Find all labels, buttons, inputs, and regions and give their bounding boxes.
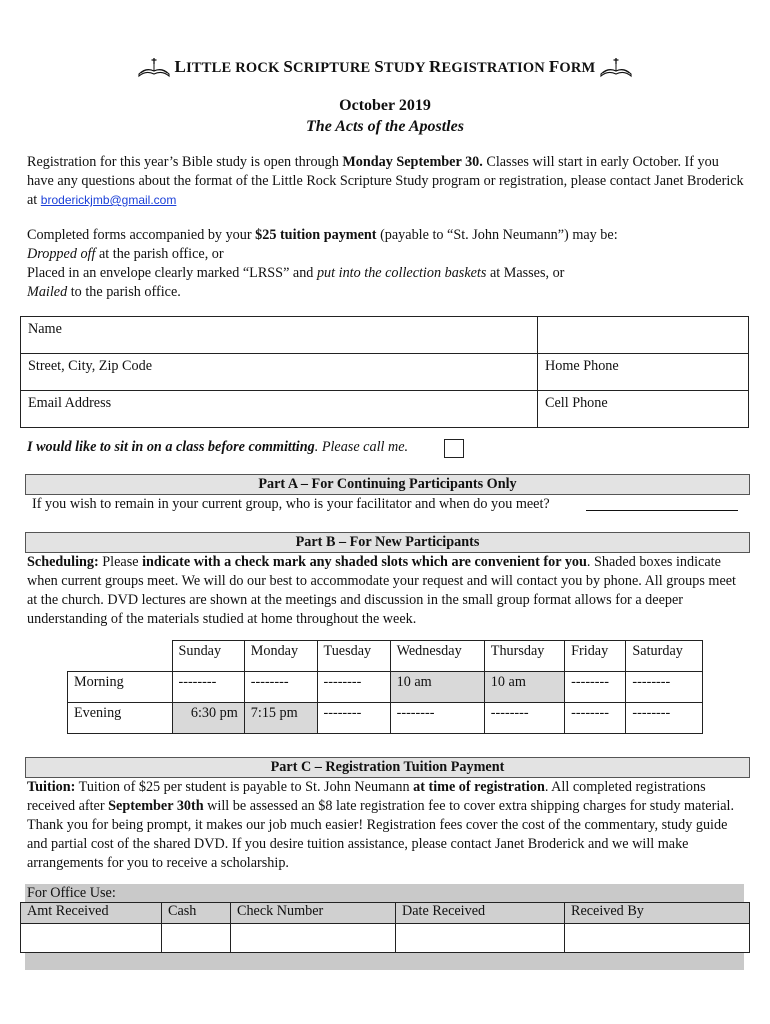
received-by-cell[interactable]	[565, 924, 750, 953]
day-header: Monday	[244, 641, 317, 672]
day-header: Sunday	[172, 641, 244, 672]
option-dropped: Dropped off at the parish office, or	[27, 246, 224, 262]
row-label: Morning	[68, 672, 173, 703]
slot-cell: --------	[317, 672, 390, 703]
slot-cell: --------	[565, 703, 626, 734]
title-text: LITTLE ROCK SCRIPTURE STUDY REGISTRATION FORM	[174, 57, 596, 76]
part-c-paragraph: Tuition: Tuition of $25 per student is payable to St. John Neumann at time of registration. All completed registrations received after September 30th will be assessed an $8 late registration fee to cover extra shipping charges for study material. Thank you for being prompt, it makes our job much easier! Registration fees cover the cost of the commentary, study guide and partial cost of the shared DVD. If you desire tuition assistance, please contact Janet Broderick and we will make arrangements for you to receive a scholarship.	[27, 779, 735, 871]
slot-cell-shaded[interactable]: 10 am	[390, 672, 484, 703]
date-received-cell[interactable]	[396, 924, 565, 953]
amt-received-cell[interactable]	[21, 924, 162, 953]
day-header: Friday	[565, 641, 626, 672]
check-number-cell[interactable]	[231, 924, 396, 953]
bible-icon	[599, 56, 633, 78]
slot-cell: --------	[317, 703, 390, 734]
slot-cell: --------	[626, 672, 703, 703]
day-header: Wednesday	[390, 641, 484, 672]
schedule-table	[67, 640, 703, 734]
address-field[interactable]: Street, City, Zip Code	[21, 354, 538, 391]
row-label: Evening	[68, 703, 173, 734]
cash-cell[interactable]	[162, 924, 231, 953]
schedule-corner	[68, 641, 173, 672]
option-placed: Placed in an envelope clearly marked “LRSS” and put into the collection baskets at Masses, or	[27, 265, 565, 281]
part-b-heading: Part B – For New Participants	[25, 532, 750, 553]
schedule-row-morning	[68, 672, 703, 703]
name-field[interactable]: Name	[21, 317, 538, 354]
part-c-heading: Part C – Registration Tuition Payment	[25, 757, 750, 778]
bible-icon	[137, 56, 171, 78]
day-header: Thursday	[484, 641, 564, 672]
study-subtitle: The Acts of the Apostles	[306, 118, 464, 135]
schedule-row-evening	[68, 703, 703, 734]
email-link[interactable]: broderickjmb@gmail.com	[40, 193, 177, 207]
office-use-table	[20, 902, 750, 953]
name-extra-field[interactable]	[538, 317, 749, 354]
option-mailed: Mailed to the parish office.	[27, 284, 181, 300]
office-col-header: Received By	[565, 903, 750, 924]
slot-cell: --------	[565, 672, 626, 703]
office-col-header: Check Number	[231, 903, 396, 924]
part-a-heading: Part A – For Continuing Participants Only	[25, 474, 750, 495]
home-phone-field[interactable]: Home Phone	[538, 354, 749, 391]
sit-in-request: I would like to sit in on a class before committing. Please call me.	[27, 439, 409, 455]
office-entry-row	[21, 924, 750, 953]
slot-cell: --------	[390, 703, 484, 734]
form-title	[0, 56, 770, 78]
schedule-header-row	[68, 641, 703, 672]
slot-cell-shaded[interactable]: 10 am	[484, 672, 564, 703]
cell-phone-field[interactable]: Cell Phone	[538, 391, 749, 428]
slot-cell: --------	[626, 703, 703, 734]
slot-cell: --------	[484, 703, 564, 734]
slot-cell: --------	[172, 672, 244, 703]
office-col-header: Cash	[162, 903, 231, 924]
day-header: Tuesday	[317, 641, 390, 672]
part-a-question: If you wish to remain in your current group, who is your facilitator and when do you meet?	[32, 496, 550, 512]
submission-paragraph: Completed forms accompanied by your $25 tuition payment (payable to “St. John Neumann”) may be: Dropped off at the parish office, or Placed in an envelope clearly marked “LRSS” and put into the collection baskets at Masses, or Mailed to the parish office.	[27, 226, 747, 302]
day-header: Saturday	[626, 641, 703, 672]
slot-cell-shaded[interactable]: 6:30 pm	[172, 703, 244, 734]
slot-cell: --------	[244, 672, 317, 703]
intro-paragraph: Registration for this year’s Bible study is open through Monday September 30. Classes will start in early October. If you have any questions about the format of the Little Rock Scripture Study program or registration, please contact Janet Broderick at broderickjmb@gmail.com	[27, 154, 744, 208]
facilitator-answer-line[interactable]	[586, 510, 738, 511]
office-col-header: Amt Received	[21, 903, 162, 924]
date-heading: October 2019	[339, 97, 431, 114]
call-me-checkbox[interactable]	[444, 439, 464, 458]
email-field[interactable]: Email Address	[21, 391, 538, 428]
slot-cell-shaded[interactable]: 7:15 pm	[244, 703, 317, 734]
part-b-paragraph: Scheduling: Please indicate with a check mark any shaded slots which are convenient for you. Shaded boxes indicate when current groups meet. We will do our best to accommodate your request and will contact you by phone. All groups meet at the church. DVD lectures are shown at the meetings and discussion in the small group format allows for a deeper understanding of the materials studied at home throughout the week.	[27, 554, 736, 627]
office-col-header: Date Received	[396, 903, 565, 924]
office-use-label: For Office Use:	[27, 885, 116, 901]
office-header-row	[21, 903, 750, 924]
contact-info-table	[20, 316, 749, 428]
